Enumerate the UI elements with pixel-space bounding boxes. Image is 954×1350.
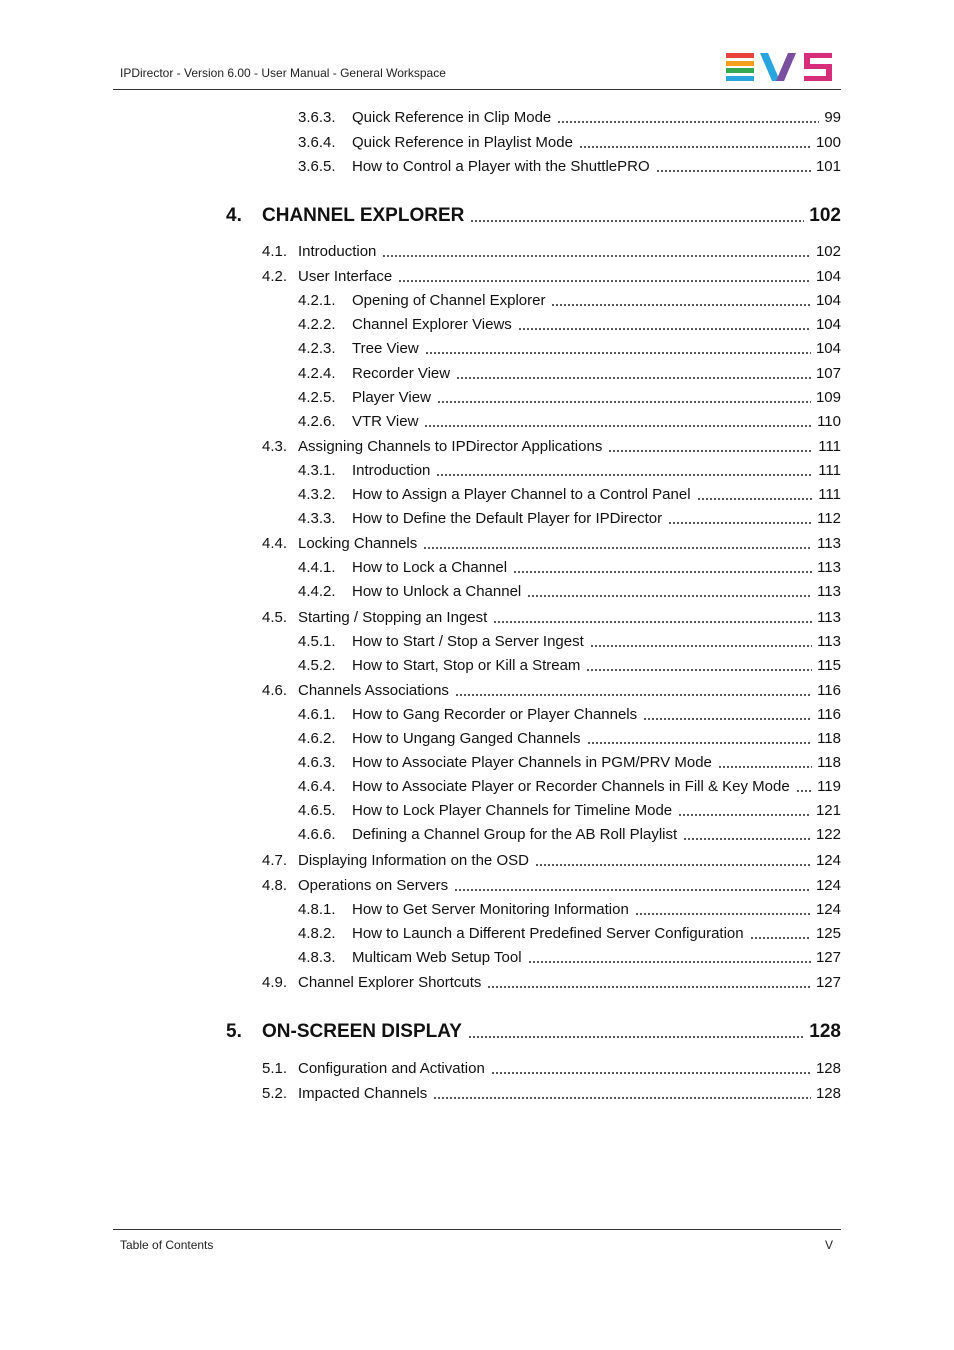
toc-entry-number: 5.1. bbox=[262, 1060, 288, 1077]
toc-entry[interactable] bbox=[298, 340, 841, 358]
toc-entry[interactable] bbox=[298, 316, 841, 334]
logo-bar bbox=[726, 53, 754, 58]
toc-entry[interactable] bbox=[298, 583, 841, 601]
toc-entry[interactable] bbox=[298, 901, 841, 919]
toc-entry-title: Tree View bbox=[352, 340, 419, 357]
toc-entry-page: 113 bbox=[817, 609, 841, 626]
toc-entry-title: How to Lock a Channel bbox=[352, 559, 508, 576]
toc-entry-title: Defining a Channel Group for the AB Roll Playlist bbox=[352, 826, 678, 843]
toc-entry-title: How to Define the Default Player for IPDirector bbox=[352, 510, 663, 527]
toc-entry-title: Impacted Channels bbox=[298, 1085, 428, 1102]
toc-dot-leader bbox=[586, 669, 812, 671]
toc-entry-page: 104 bbox=[815, 340, 841, 357]
toc-entry-title: VTR View bbox=[352, 413, 419, 430]
toc-dot-leader bbox=[579, 146, 811, 148]
toc-entry[interactable] bbox=[298, 949, 841, 967]
toc-dot-leader bbox=[513, 571, 812, 573]
toc-entry-number: 4.3.2. bbox=[298, 486, 336, 503]
toc-dot-leader bbox=[468, 1036, 804, 1038]
toc-entry-page: 104 bbox=[815, 268, 841, 285]
toc-entry-number: 4.8. bbox=[262, 877, 288, 894]
toc-entry-title: Multicam Web Setup Tool bbox=[352, 949, 522, 966]
toc-entry-number: 4.3.1. bbox=[298, 462, 336, 479]
toc-dot-leader bbox=[535, 864, 811, 866]
toc-entry-title: Channel Explorer Views bbox=[352, 316, 512, 333]
toc-dot-leader bbox=[493, 621, 812, 623]
toc-entry-page: 124 bbox=[815, 877, 841, 894]
footer-page-number: V bbox=[825, 1238, 834, 1252]
toc-dot-leader bbox=[454, 889, 811, 891]
toc-dot-leader bbox=[437, 401, 811, 403]
toc-dot-leader bbox=[796, 790, 812, 792]
toc-entry-title: Quick Reference in Playlist Mode bbox=[352, 134, 573, 151]
header-rule bbox=[113, 89, 841, 90]
toc-dot-leader bbox=[718, 766, 812, 768]
toc-entry-title: ON-SCREEN DISPLAY bbox=[262, 1021, 462, 1042]
toc-entry-page: 104 bbox=[815, 316, 841, 333]
toc-entry-title: Introduction bbox=[352, 462, 431, 479]
toc-dot-leader bbox=[678, 814, 811, 816]
toc-entry-number: 5.2. bbox=[262, 1085, 288, 1102]
toc-entry[interactable] bbox=[262, 438, 841, 456]
toc-entry-page: 113 bbox=[817, 583, 841, 600]
toc-entry[interactable] bbox=[298, 486, 841, 504]
toc-dot-leader bbox=[436, 474, 813, 476]
toc-entry-number: 4.3.3. bbox=[298, 510, 336, 527]
footer-rule bbox=[113, 1229, 841, 1230]
toc-entry[interactable] bbox=[262, 268, 841, 286]
toc-dot-leader bbox=[551, 304, 811, 306]
toc-entry-title: Quick Reference in Clip Mode bbox=[352, 109, 552, 126]
toc-entry-page: 111 bbox=[818, 462, 841, 479]
toc-entry-page: 99 bbox=[824, 109, 841, 126]
toc-entry-number: 4.4.2. bbox=[298, 583, 336, 600]
toc-chapter-entry[interactable] bbox=[226, 205, 841, 227]
toc-entry[interactable] bbox=[298, 413, 841, 431]
toc-entry[interactable] bbox=[298, 778, 841, 796]
toc-entry-title: How to Control a Player with the ShuttlePRO bbox=[352, 158, 650, 175]
toc-entry[interactable] bbox=[298, 925, 841, 943]
toc-entry-title: Operations on Servers bbox=[298, 877, 449, 894]
toc-entry-page: 128 bbox=[815, 1060, 841, 1077]
toc-entry-number: 4.2.2. bbox=[298, 316, 336, 333]
toc-entry-page: 111 bbox=[818, 438, 841, 455]
toc-entry-number: 4.6.3. bbox=[298, 754, 336, 771]
toc-dot-leader bbox=[518, 328, 811, 330]
toc-entry-page: 112 bbox=[817, 510, 841, 527]
toc-entry[interactable] bbox=[298, 510, 841, 528]
toc-entry-title: CHANNEL EXPLORER bbox=[262, 205, 465, 226]
toc-dot-leader bbox=[528, 961, 811, 963]
toc-entry-page: 116 bbox=[817, 706, 841, 723]
toc-dot-leader bbox=[750, 937, 811, 939]
toc-entry-title: How to Get Server Monitoring Information bbox=[352, 901, 629, 918]
toc-entry-title: Recorder View bbox=[352, 365, 451, 382]
toc-entry-number: 4.2.5. bbox=[298, 389, 336, 406]
toc-entry-number: 4.7. bbox=[262, 852, 288, 869]
toc-entry-page: 110 bbox=[817, 413, 841, 430]
toc-entry-page: 121 bbox=[815, 802, 841, 819]
toc-entry-number: 5. bbox=[226, 1021, 242, 1042]
logo-v-right bbox=[776, 53, 796, 81]
toc-entry[interactable] bbox=[298, 389, 841, 407]
toc-entry-title: How to Start / Stop a Server Ingest bbox=[352, 633, 584, 650]
toc-entry[interactable] bbox=[298, 462, 841, 480]
toc-entry-page: 113 bbox=[817, 535, 841, 552]
toc-entry[interactable] bbox=[298, 706, 841, 724]
toc-entry-page: 109 bbox=[815, 389, 841, 406]
toc-entry-title: Configuration and Activation bbox=[298, 1060, 485, 1077]
toc-entry[interactable] bbox=[298, 657, 841, 675]
toc-entry-title: How to Ungang Ganged Channels bbox=[352, 730, 581, 747]
toc-entry-number: 3.6.4. bbox=[298, 134, 336, 151]
toc-entry[interactable] bbox=[298, 365, 841, 383]
toc-dot-leader bbox=[455, 694, 812, 696]
toc-entry-title: Assigning Channels to IPDirector Applications bbox=[298, 438, 603, 455]
toc-dot-leader bbox=[608, 450, 813, 452]
toc-entry-title: Channels Associations bbox=[298, 682, 449, 699]
toc-entry-title: How to Unlock a Channel bbox=[352, 583, 522, 600]
logo-v-left bbox=[760, 53, 780, 81]
toc-dot-leader bbox=[487, 986, 811, 988]
toc-entry[interactable] bbox=[262, 243, 841, 261]
toc-entry-title: How to Associate Player Channels in PGM/PRV Mode bbox=[352, 754, 712, 771]
toc-entry-number: 4.4.1. bbox=[298, 559, 336, 576]
toc-entry[interactable] bbox=[262, 1085, 841, 1103]
toc-dot-leader bbox=[668, 522, 812, 524]
toc-entry[interactable] bbox=[298, 730, 841, 748]
toc-entry-title: How to Associate Player or Recorder Channels in Fill & Key Mode bbox=[352, 778, 790, 795]
toc-entry-page: 113 bbox=[817, 559, 841, 576]
toc-entry-page: 113 bbox=[817, 633, 841, 650]
toc-dot-leader bbox=[425, 352, 811, 354]
toc-entry-page: 102 bbox=[815, 243, 841, 260]
logo-bar bbox=[726, 76, 754, 81]
toc-entry-page: 122 bbox=[815, 826, 841, 843]
toc-entry-number: 4.6.2. bbox=[298, 730, 336, 747]
toc-entry-page: 100 bbox=[815, 134, 841, 151]
toc-entry-title: Displaying Information on the OSD bbox=[298, 852, 529, 869]
toc-entry-page: 111 bbox=[818, 486, 841, 503]
toc-entry-number: 4.1. bbox=[262, 243, 288, 260]
toc-entry-number: 4.8.2. bbox=[298, 925, 336, 942]
toc-dot-leader bbox=[635, 913, 811, 915]
toc-entry-page: 115 bbox=[817, 657, 841, 674]
toc-entry-title: Starting / Stopping an Ingest bbox=[298, 609, 488, 626]
toc-dot-leader bbox=[424, 425, 812, 427]
toc-entry-number: 4.6.6. bbox=[298, 826, 336, 843]
toc-dot-leader bbox=[470, 220, 804, 222]
toc-dot-leader bbox=[423, 547, 812, 549]
toc-entry-number: 4.6.1. bbox=[298, 706, 336, 723]
toc-entry-number: 4.3. bbox=[262, 438, 288, 455]
toc-dot-leader bbox=[643, 718, 812, 720]
toc-dot-leader bbox=[527, 595, 812, 597]
toc-entry-page: 101 bbox=[815, 158, 841, 175]
toc-entry[interactable] bbox=[298, 109, 841, 127]
toc-entry-title: How to Gang Recorder or Player Channels bbox=[352, 706, 638, 723]
toc-entry-number: 3.6.3. bbox=[298, 109, 336, 126]
toc-entry-page: 124 bbox=[815, 901, 841, 918]
toc-entry-page: 116 bbox=[817, 682, 841, 699]
toc-entry[interactable] bbox=[262, 877, 841, 895]
toc-entry-title: How to Assign a Player Channel to a Control Panel bbox=[352, 486, 691, 503]
toc-entry-number: 4.2.6. bbox=[298, 413, 336, 430]
toc-entry[interactable] bbox=[262, 974, 841, 992]
toc-dot-leader bbox=[491, 1072, 811, 1074]
toc-entry-page: 124 bbox=[815, 852, 841, 869]
toc-entry-title: How to Lock Player Channels for Timeline Mode bbox=[352, 802, 673, 819]
toc-dot-leader bbox=[656, 170, 811, 172]
toc-dot-leader bbox=[398, 280, 811, 282]
toc-entry-number: 4.6.4. bbox=[298, 778, 336, 795]
toc-dot-leader bbox=[683, 838, 811, 840]
toc-entry-number: 4.8.3. bbox=[298, 949, 336, 966]
document-header-title: IPDirector - Version 6.00 - User Manual - General Workspace bbox=[120, 66, 446, 80]
toc-entry[interactable] bbox=[262, 535, 841, 553]
toc-entry[interactable] bbox=[298, 633, 841, 651]
toc-entry[interactable] bbox=[262, 1060, 841, 1078]
toc-entry-number: 4.2. bbox=[262, 268, 288, 285]
toc-entry-number: 4.5.1. bbox=[298, 633, 336, 650]
toc-entry[interactable] bbox=[298, 292, 841, 310]
logo-s bbox=[804, 53, 832, 81]
logo-bar bbox=[726, 61, 754, 66]
toc-entry-page: 102 bbox=[809, 205, 841, 226]
toc-entry-title: How to Launch a Different Predefined Server Configuration bbox=[352, 925, 744, 942]
toc-entry[interactable] bbox=[298, 754, 841, 772]
toc-entry-number: 4.2.4. bbox=[298, 365, 336, 382]
toc-entry-title: Player View bbox=[352, 389, 431, 406]
toc-entry[interactable] bbox=[262, 852, 841, 870]
toc-entry-title: Channel Explorer Shortcuts bbox=[298, 974, 482, 991]
toc-entry[interactable] bbox=[298, 559, 841, 577]
toc-entry[interactable] bbox=[262, 682, 841, 700]
toc-entry-page: 118 bbox=[817, 754, 841, 771]
toc-entry-number: 4.2.1. bbox=[298, 292, 336, 309]
toc-dot-leader bbox=[557, 121, 819, 123]
toc-entry-page: 125 bbox=[815, 925, 841, 942]
toc-entry-title: User Interface bbox=[298, 268, 393, 285]
logo-bar bbox=[726, 68, 754, 73]
toc-dot-leader bbox=[456, 377, 811, 379]
toc-dot-leader bbox=[590, 645, 812, 647]
toc-entry[interactable] bbox=[262, 609, 841, 627]
toc-entry-page: 128 bbox=[815, 1085, 841, 1102]
toc-entry-page: 119 bbox=[817, 778, 841, 795]
toc-entry-title: Opening of Channel Explorer bbox=[352, 292, 546, 309]
footer-section-label: Table of Contents bbox=[120, 1238, 214, 1252]
toc-entry-page: 127 bbox=[815, 974, 841, 991]
toc-entry[interactable] bbox=[298, 826, 841, 844]
toc-entry-page: 104 bbox=[815, 292, 841, 309]
toc-entry-number: 4.4. bbox=[262, 535, 288, 552]
toc-entry-number: 4.9. bbox=[262, 974, 288, 991]
toc-chapter-entry[interactable] bbox=[226, 1021, 841, 1043]
toc-entry-number: 4.8.1. bbox=[298, 901, 336, 918]
toc-dot-leader bbox=[433, 1097, 811, 1099]
toc-entry[interactable] bbox=[298, 158, 841, 176]
toc-entry-number: 4.6.5. bbox=[298, 802, 336, 819]
toc-entry-title: Introduction bbox=[298, 243, 377, 260]
toc-entry-number: 4.6. bbox=[262, 682, 288, 699]
toc-entry[interactable] bbox=[298, 802, 841, 820]
toc-entry-page: 127 bbox=[815, 949, 841, 966]
evs-logo bbox=[726, 53, 834, 81]
toc-entry-page: 128 bbox=[809, 1021, 841, 1042]
toc-dot-leader bbox=[587, 742, 813, 744]
toc-dot-leader bbox=[697, 498, 814, 500]
toc-entry[interactable] bbox=[298, 134, 841, 152]
toc-entry-number: 3.6.5. bbox=[298, 158, 336, 175]
toc-entry-page: 107 bbox=[815, 365, 841, 382]
toc-entry-number: 4.2.3. bbox=[298, 340, 336, 357]
toc-entry-number: 4.5.2. bbox=[298, 657, 336, 674]
toc-entry-number: 4.5. bbox=[262, 609, 288, 626]
toc-entry-number: 4. bbox=[226, 205, 242, 226]
toc-dot-leader bbox=[382, 255, 811, 257]
toc-entry-title: How to Start, Stop or Kill a Stream bbox=[352, 657, 581, 674]
toc-entry-title: Locking Channels bbox=[298, 535, 418, 552]
toc-entry-page: 118 bbox=[817, 730, 841, 747]
